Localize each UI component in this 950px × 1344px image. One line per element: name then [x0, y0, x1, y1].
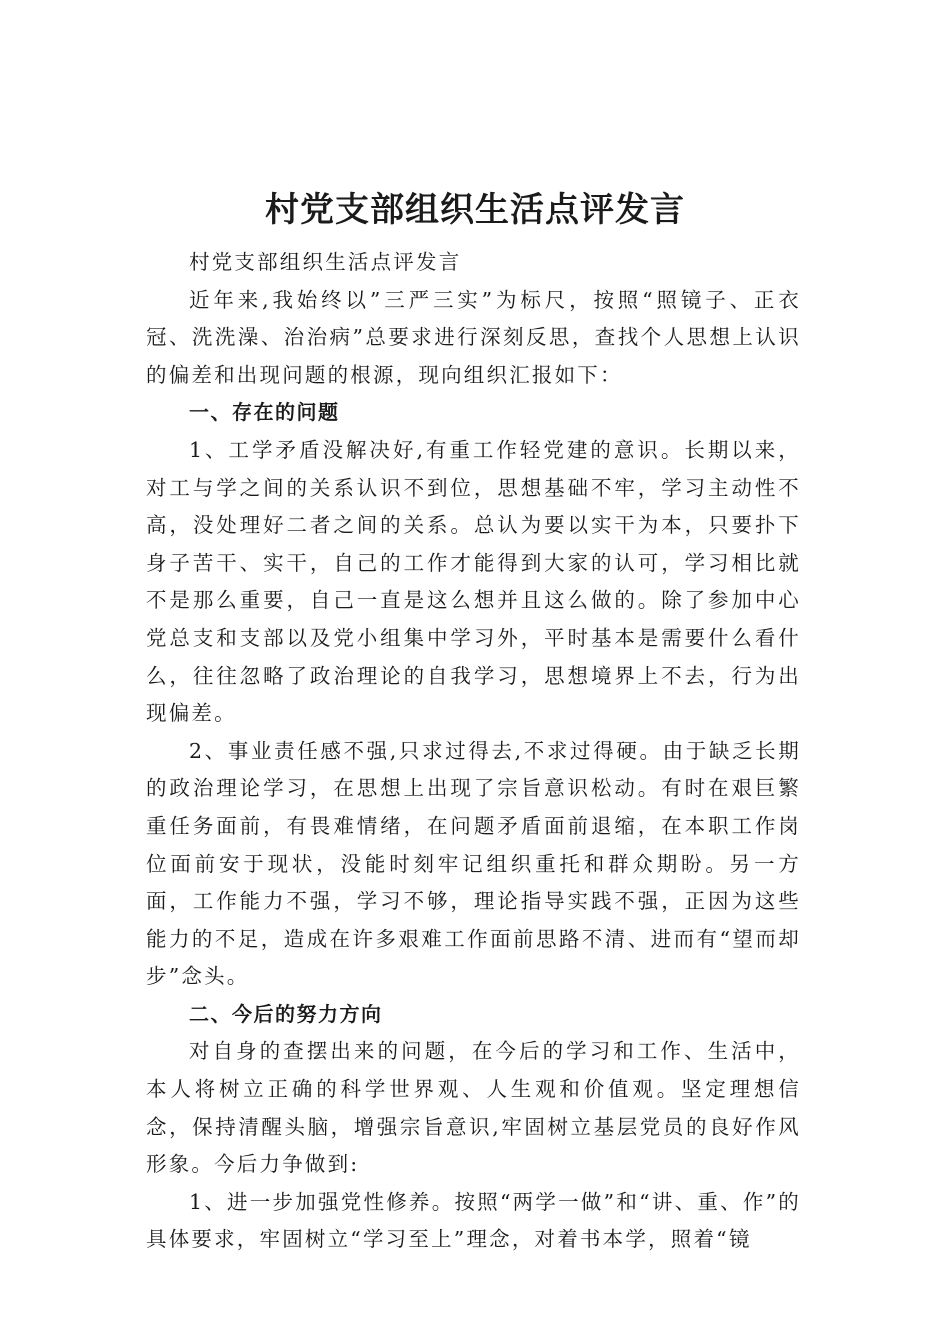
document-title: 村党支部组织生活点评发言 [265, 190, 685, 230]
document-body [146, 244, 801, 1259]
direction-intro-paragraph: 对自身的查摆出来的问题，在今后的学习和工作、生活中，本人将树立正确的科学世界观、人生观和价值观。坚定理想信念，保持清醒头脑，增强宗旨意识,牢固树立基层党员的良好作风形象。今后力争做到: [146, 1039, 801, 1177]
direction-1-paragraph: 1、进一步加强党性修养。按照“两学一做”和“讲、重、作”的具体要求，牢固树立“学习至上”理念，对着书本学，照着“镜 [146, 1189, 801, 1252]
section-heading-problems: 一、存在的问题 [189, 400, 340, 425]
section-heading-direction: 二、今后的努力方向 [189, 1001, 383, 1026]
problem-2-paragraph: 2、事业责任感不强,只求过得去,不求过得硬。由于缺乏长期的政治理论学习，在思想上出现了宗旨意识松动。有时在艰巨繁重任务面前，有畏难情绪，在问题矛盾面前退缩，在本职工作岗位面前安于现状，没能时刻牢记组织重托和群众期盼。另一方面，工作能力不强，学习不够，理论指导实践不强，正因为这些能力的不足，造成在许多艰难工作面前思路不清、进而有“望而却步”念头。 [146, 738, 801, 989]
intro-subtitle-paragraph: 村党支部组织生活点评发言 [189, 250, 462, 274]
intro-paragraph: 近年来,我始终以”三严三实”为标尺，按照“照镜子、正衣冠、洗洗澡、治治病”总要求进行深刻反思，查找个人思想上认识的偏差和出现问题的根源，现向组织汇报如下： [146, 287, 801, 387]
problem-1-paragraph: 1、工学矛盾没解决好,有重工作轻党建的意识。长期以来，对工与学之间的关系认识不到位，思想基础不牢，学习主动性不高，没处理好二者之间的关系。总认为要以实干为本，只要扑下身子苦干、实干，自己的工作才能得到大家的认可，学习相比就不是那么重要，自己一直是这么想并且这么做的。除了参加中心党总支和支部以及党小组集中学习外，平时基本是需要什么看什么，往往忽略了政治理论的自我学习，思想境界上不去，行为出现偏差。 [146, 437, 801, 726]
